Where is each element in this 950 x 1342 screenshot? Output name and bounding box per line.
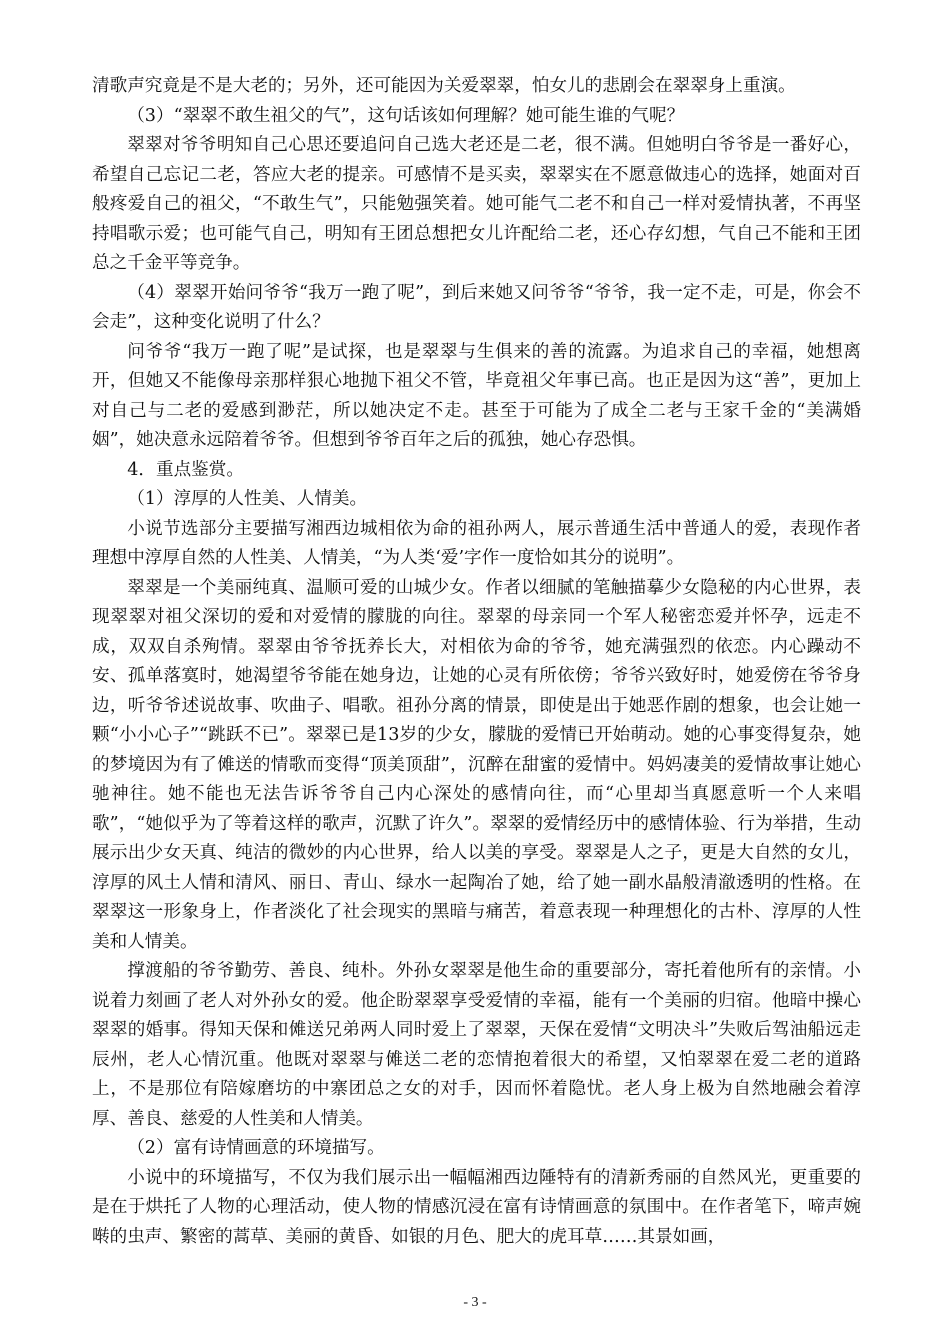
section-heading-appreciation: 4．重点鉴赏。 <box>127 459 244 480</box>
document-body <box>92 72 861 1252</box>
question-3: （3）“翠翠不敢生祖父的气”，这句话该如何理解？她可能生谁的气呢？ <box>127 105 685 126</box>
paragraph-environment: 小说中的环境描写，不仅为我们展示出一幅幅湘西边陲特有的清新秀丽的自然风光，更重要的是在于烘托了人物的心理活动，使人物的情感沉浸在富有诗情画意的氛围中。在作者笔下，啼声婉啭的虫声、繁密的蒿草、美丽的黄昏、如银的月色、肥大的虎耳草……其景如画， <box>92 1167 861 1247</box>
subheading-environment: （2）富有诗情画意的环境描写。 <box>127 1138 385 1158</box>
paragraph-grandfather: 撑渡船的爷爷勤劳、善良、纯朴。外孙女翠翠是他生命的重要部分，寄托着他所有的亲情。小说着力刻画了老人对外孙女的爱。他企盼翠翠享受爱情的幸福，能有一个美丽的归宿。他暗中操心翠翠的婚事。得知天保和傩送兄弟两人同时爱上了翠翠，天保在爱情“文明决斗”失败后驾油船远走辰州，老人心情沉重。他既对翠翠与傩送二老的恋情抱着很大的希望，又怕翠翠在爱二老的道路上，不是那位有陪嫁磨坊的中寨团总之女的对手，因而怀着隐忧。老人身上极为自然地融会着淳厚、善良、慈爱的人性美和人情美。 <box>92 961 861 1129</box>
paragraph-cuicui: 翠翠是一个美丽纯真、温顺可爱的山城少女。作者以细腻的笔触描摹少女隐秘的内心世界，表现翠翠对祖父深切的爱和对爱情的朦胧的向往。翠翠的母亲同一个军人秘密恋爱并怀孕，远走不成，双双自杀殉情。翠翠由爷爷抚养长大，对相依为命的爷爷，她充满强烈的依恋。内心躁动不安、孤单落寞时，她渴望爷爷能在她身边，让她的心灵有所依傍；爷爷兴致好时，她爱傍在爷爷身边，听爷爷述说故事、吹曲子、唱歌。祖孙分离的情景，即使是出于她恶作剧的想象，也会让她一颗“小小心子”“跳跃不已”。翠翠已是13岁的少女，朦胧的爱情已开始萌动。她的心事变得复杂，她的梦境因为有了傩送的情歌而变得“顶美顶甜”，沉醉在甜蜜的爱情中。妈妈凄美的爱情故事让她心驰神往。她不能也无法告诉爷爷自己内心深处的感情向往，而“心里却当真愿意听一个人来唱歌”，“她似乎为了等着这样的歌声，沉默了许久”。翠翠的爱情经历中的感情体验、行为举措，生动展示出少女天真、纯洁的微妙的内心世界，给人以美的享受。翠翠是人之子，更是大自然的女儿，淳厚的风土人情和清风、丽日、青山、绿水一起陶冶了她，给了她一副水晶般清澈透明的性格。在翠翠这一形象身上，作者淡化了社会现实的黑暗与痛苦，着意表现一种理想化的古朴、淳厚的人性美和人情美。 <box>92 577 861 952</box>
question-4: （4）翠翠开始问爷爷“我万一跑了呢”，到后来她又问爷爷“爷爷，我一定不走，可是，你会不会走”，这种变化说明了什么？ <box>92 282 861 332</box>
paragraph-continued: 清歌声究竟是不是大老的；另外，还可能因为关爱翠翠，怕女儿的悲剧会在翠翠身上重演。 <box>92 76 796 96</box>
answer-4: 问爷爷“我万一跑了呢”是试探，也是翠翠与生俱来的善的流露。为追求自己的幸福，她想离开，但她又不能像母亲那样狠心地抛下祖父不管，毕竟祖父年事已高。也正是因为这“善”，更加上对自己与二老的爱感到渺茫，所以她决定不走。甚至于可能为了成全二老与王家千金的“美满婚姻”，她决意永远陪着爷爷。但想到爷爷百年之后的孤独，她心存恐惧。 <box>92 341 861 450</box>
answer-3: 翠翠对爷爷明知自己心思还要追问自己选大老还是二老，很不满。但她明白爷爷是一番好心，希望自己忘记二老，答应大老的提亲。可感情不是买卖，翠翠实在不愿意做违心的选择，她面对百般疼爱自己的祖父，“不敢生气”，只能勉强笑着。她可能气二老不和自己一样对爱情执著，不再坚持唱歌示爱；也可能气自己，明知有王团总想把女儿许配给二老，还心存幻想，气自己不能和王团总之千金平等竞争。 <box>92 135 861 273</box>
subheading-humanity: （1）淳厚的人性美、人情美。 <box>127 489 368 509</box>
paragraph-humanity-intro: 小说节选部分主要描写湘西边城相依为命的祖孙两人，展示普通生活中普通人的爱，表现作者理想中淳厚自然的人性美、人情美，“为人类‘爱’字作一度恰如其分的说明”。 <box>92 518 861 568</box>
page-number: - 3 - <box>463 1295 487 1310</box>
